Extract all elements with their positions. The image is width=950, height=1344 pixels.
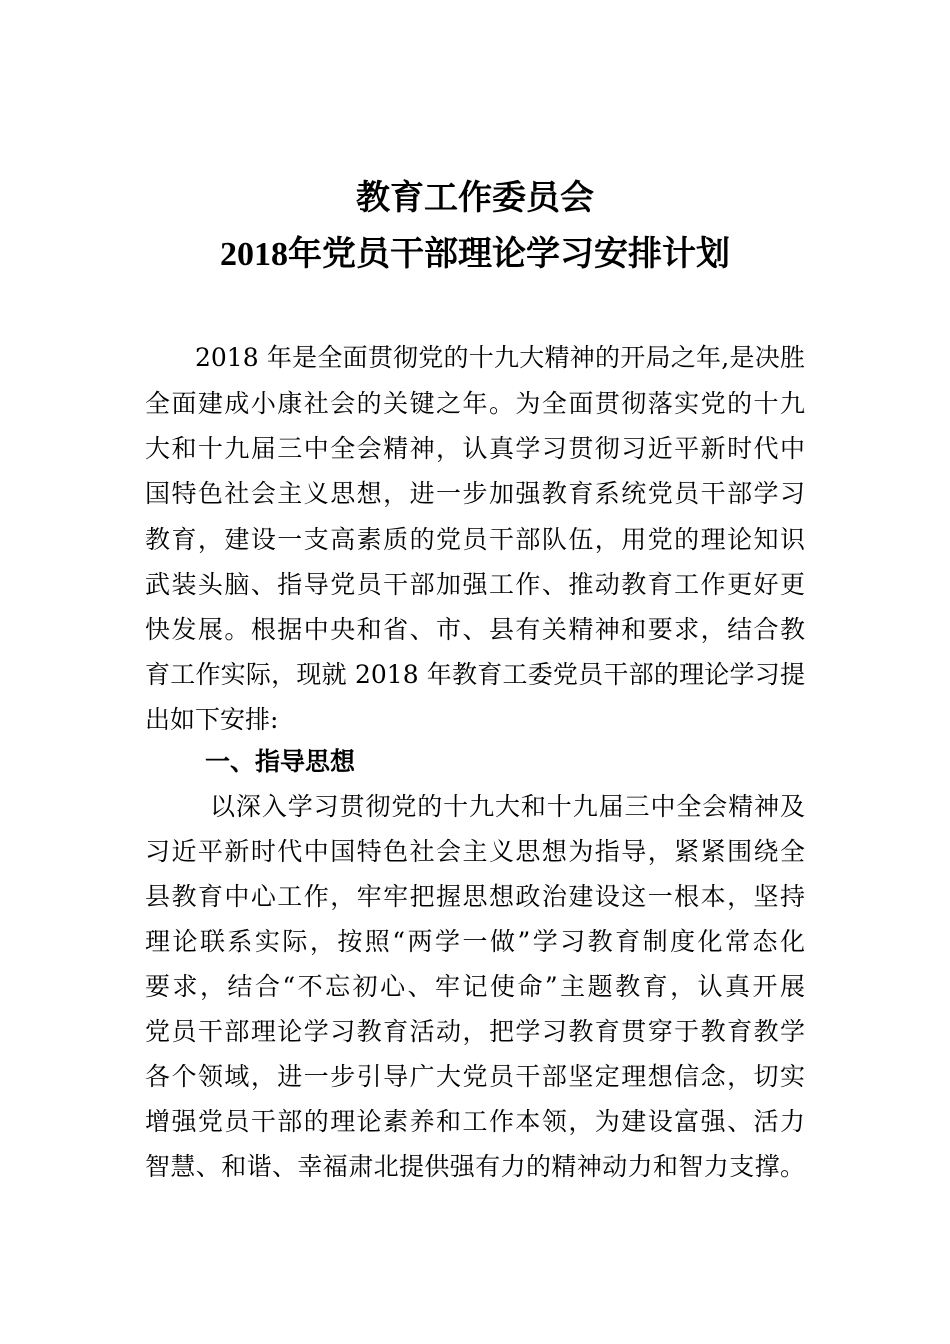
paragraph-line: 党员干部理论学习教育活动，把学习教育贯穿于教育教学 — [145, 1017, 805, 1046]
paragraph-line: 要求，结合“不忘初心、牢记使命”主题教育，认真开展 — [145, 972, 805, 1001]
paragraph-line: 出如下安排: — [145, 705, 279, 734]
paragraph-line: 习近平新时代中国特色社会主义思想为指导，紧紧围绕全 — [145, 837, 805, 866]
paragraph-line: 以深入学习贯彻党的十九大和十九届三中全会精神及 — [210, 792, 805, 821]
paragraph-line: 育工作实际，现就 2018 年教育工委党员干部的理论学习提 — [145, 660, 805, 689]
paragraph-line: 全面建成小康社会的关键之年。为全面贯彻落实党的十九 — [145, 389, 805, 418]
paragraph-line: 增强党员干部的理论素养和工作本领，为建设富强、活力 — [145, 1107, 805, 1136]
paragraph-line: 理论联系实际，按照“两学一做”学习教育制度化常态化 — [145, 927, 805, 956]
paragraph-line: 县教育中心工作，牢牢把握思想政治建设这一根本，坚持 — [145, 882, 805, 911]
paragraph-line: 国特色社会主义思想，进一步加强教育系统党员干部学习 — [145, 479, 805, 508]
paragraph-line: 快发展。根据中央和省、市、县有关精神和要求，结合教 — [145, 615, 805, 644]
paragraph-line: 各个领域，进一步引导广大党员干部坚定理想信念，切实 — [145, 1062, 805, 1091]
section-heading: 一、指导思想 — [205, 747, 356, 776]
paragraph-line: 武装头脑、指导党员干部加强工作、推动教育工作更好更 — [145, 570, 805, 599]
document-title-line1: 教育工作委员会 — [356, 180, 594, 217]
paragraph-line: 教育，建设一支高素质的党员干部队伍，用党的理论知识 — [145, 525, 805, 554]
paragraph-line: 大和十九届三中全会精神，认真学习贯彻习近平新时代中 — [145, 434, 805, 463]
document-title-line2: 2018年党员干部理论学习安排计划 — [220, 236, 730, 273]
paragraph-line: 智慧、和谐、幸福肃北提供强有力的精神动力和智力支撑。 — [145, 1152, 805, 1181]
paragraph-line: 2018 年是全面贯彻党的十九大精神的开局之年,是决胜 — [195, 343, 805, 372]
